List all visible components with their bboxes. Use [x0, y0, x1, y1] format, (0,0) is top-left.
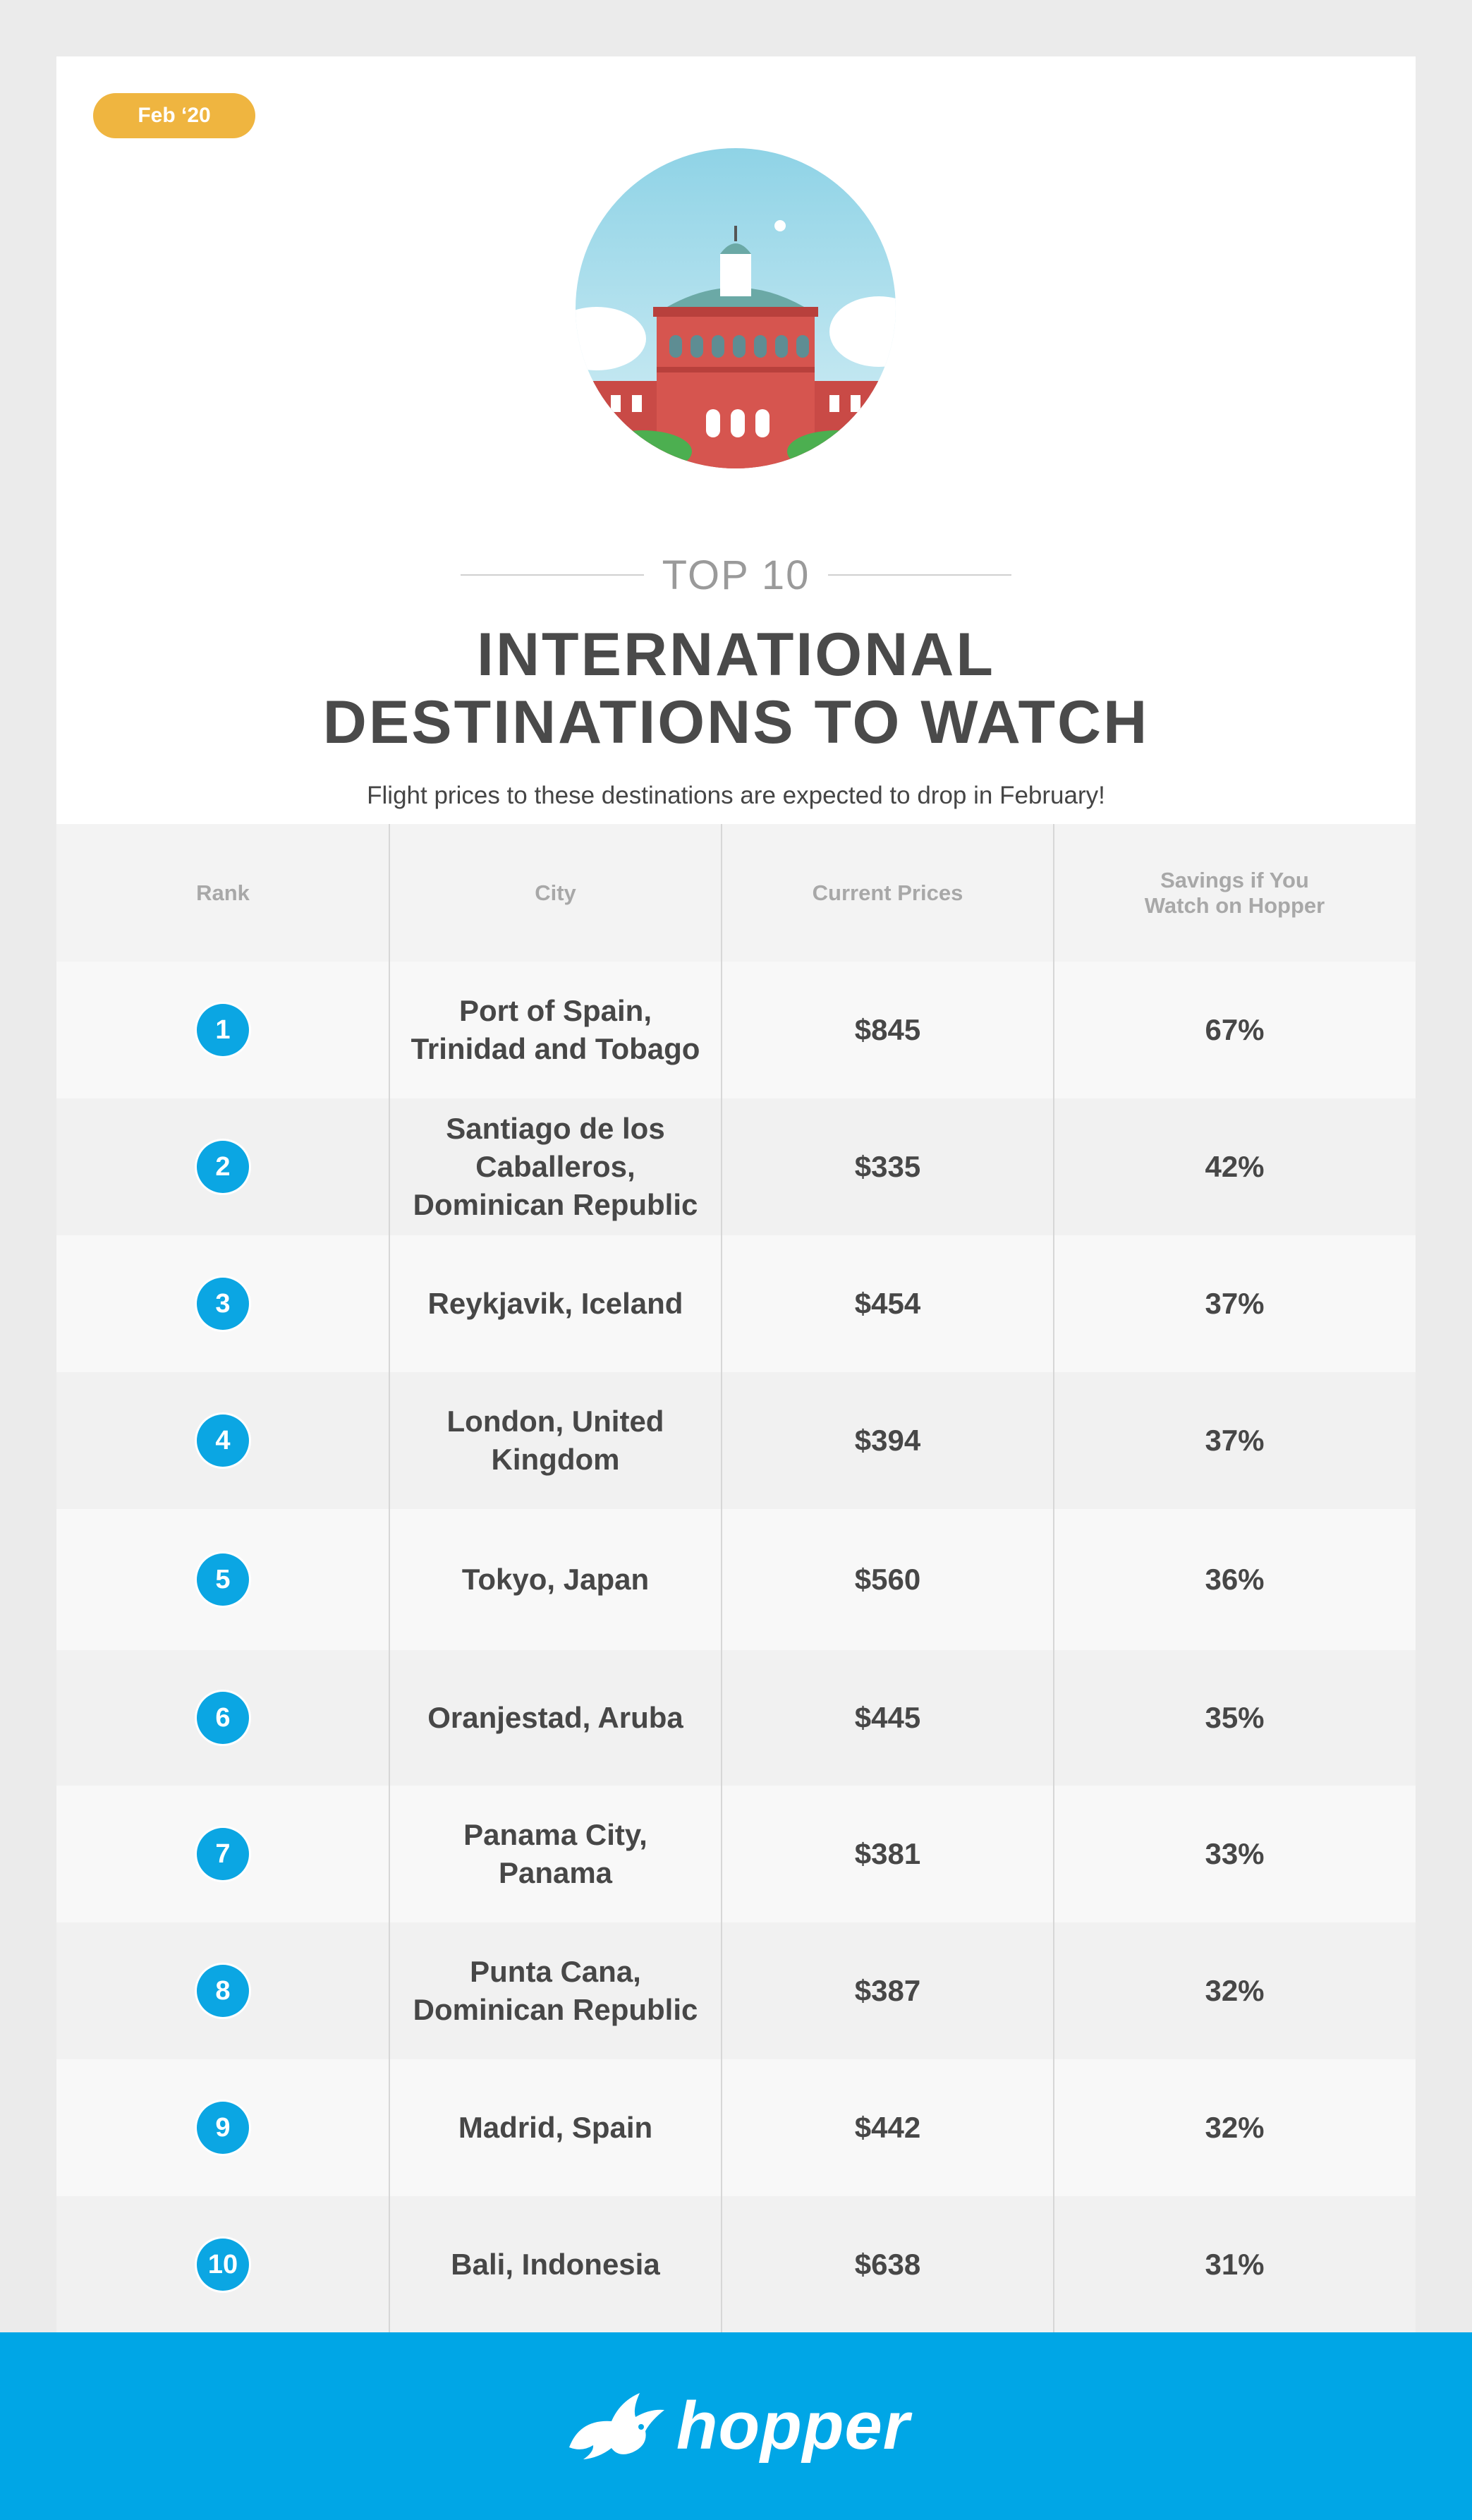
savings-cell: 37%	[1205, 1424, 1265, 1457]
column-header-city: City	[535, 880, 576, 905]
header-card	[56, 56, 1416, 824]
savings-cell: 31%	[1205, 2247, 1265, 2281]
kicker-rule-right	[828, 574, 1011, 576]
column-header-price: Current Prices	[812, 880, 963, 905]
rank-badge: 1	[197, 1004, 249, 1056]
price-cell: $442	[854, 2111, 921, 2144]
column-header-rank: Rank	[196, 880, 250, 905]
price-cell: $560	[854, 1563, 921, 1596]
savings-cell: 32%	[1205, 1974, 1265, 2007]
subtitle: Flight prices to these destinations are expected to drop in February!	[367, 782, 1105, 809]
city-cell: Tokyo, Japan	[461, 1563, 650, 1596]
city-cell: Bali, Indonesia	[451, 2247, 660, 2281]
footer-bar	[0, 2332, 1472, 2520]
table-row	[56, 1372, 1416, 1509]
rank-badge: 4	[197, 1415, 249, 1467]
savings-cell: 42%	[1205, 1150, 1265, 1183]
city-cell: Port of Spain, Trinidad and Tobago	[410, 994, 700, 1065]
title-line-1: INTERNATIONAL	[477, 621, 995, 689]
rank-badge: 10	[197, 2239, 249, 2291]
price-cell: $638	[854, 2247, 921, 2281]
price-cell: $387	[854, 1974, 921, 2007]
column-divider	[721, 824, 722, 2332]
price-cell: $381	[854, 1837, 921, 1870]
table-header-row	[56, 824, 1416, 962]
logo-wordmark: hopper	[676, 2388, 911, 2464]
table-row	[56, 1509, 1416, 1650]
savings-cell: 35%	[1205, 1701, 1265, 1734]
price-cell: $445	[854, 1701, 921, 1734]
column-header-savings: Savings if You Watch on Hopper	[1144, 867, 1325, 918]
savings-cell: 33%	[1205, 1837, 1265, 1870]
page-title	[56, 621, 1416, 756]
city-cell: Madrid, Spain	[458, 2111, 653, 2144]
table-row	[56, 962, 1416, 1098]
savings-cell: 32%	[1205, 2111, 1265, 2144]
column-divider	[1053, 824, 1054, 2332]
savings-cell: 36%	[1205, 1563, 1265, 1596]
kicker-text: TOP 10	[662, 552, 810, 598]
date-badge: Feb ‘20	[93, 93, 255, 138]
city-cell: Santiago de los Caballeros, Dominican Republic	[413, 1112, 698, 1221]
price-cell: $335	[854, 1150, 921, 1183]
savings-cell: 67%	[1205, 1013, 1265, 1046]
table-row	[56, 1786, 1416, 1922]
table-row	[56, 1098, 1416, 1235]
price-cell: $394	[854, 1424, 921, 1457]
city-cell: Oranjestad, Aruba	[427, 1701, 683, 1734]
rank-badge: 5	[197, 1553, 249, 1606]
table-row	[56, 1922, 1416, 2059]
rank-badge: 7	[197, 1828, 249, 1880]
table-row	[56, 1235, 1416, 1372]
city-cell: Reykjavik, Iceland	[427, 1287, 683, 1320]
price-cell: $454	[854, 1287, 921, 1320]
column-divider	[389, 824, 390, 2332]
rank-badge: 9	[197, 2102, 249, 2154]
rank-badge: 3	[197, 1278, 249, 1330]
title-line-2: DESTINATIONS TO WATCH	[322, 689, 1150, 756]
city-cell: Punta Cana, Dominican Republic	[413, 1955, 698, 2026]
table-row	[56, 2059, 1416, 2196]
hopper-logo	[562, 2387, 910, 2465]
destinations-table	[56, 824, 1416, 2332]
rank-badge: 8	[197, 1965, 249, 2017]
red-house-illustration	[576, 148, 896, 468]
city-cell: Panama City, Panama	[463, 1818, 647, 1889]
table-row	[56, 1650, 1416, 1786]
rank-badge: 6	[197, 1692, 249, 1744]
rabbit-icon	[562, 2387, 668, 2465]
price-cell: $845	[854, 1013, 921, 1046]
city-cell: London, United Kingdom	[446, 1405, 664, 1476]
savings-cell: 37%	[1205, 1287, 1265, 1320]
kicker	[56, 550, 1416, 600]
rank-badge: 2	[197, 1141, 249, 1193]
table-row	[56, 2196, 1416, 2332]
kicker-rule-left	[461, 574, 644, 576]
